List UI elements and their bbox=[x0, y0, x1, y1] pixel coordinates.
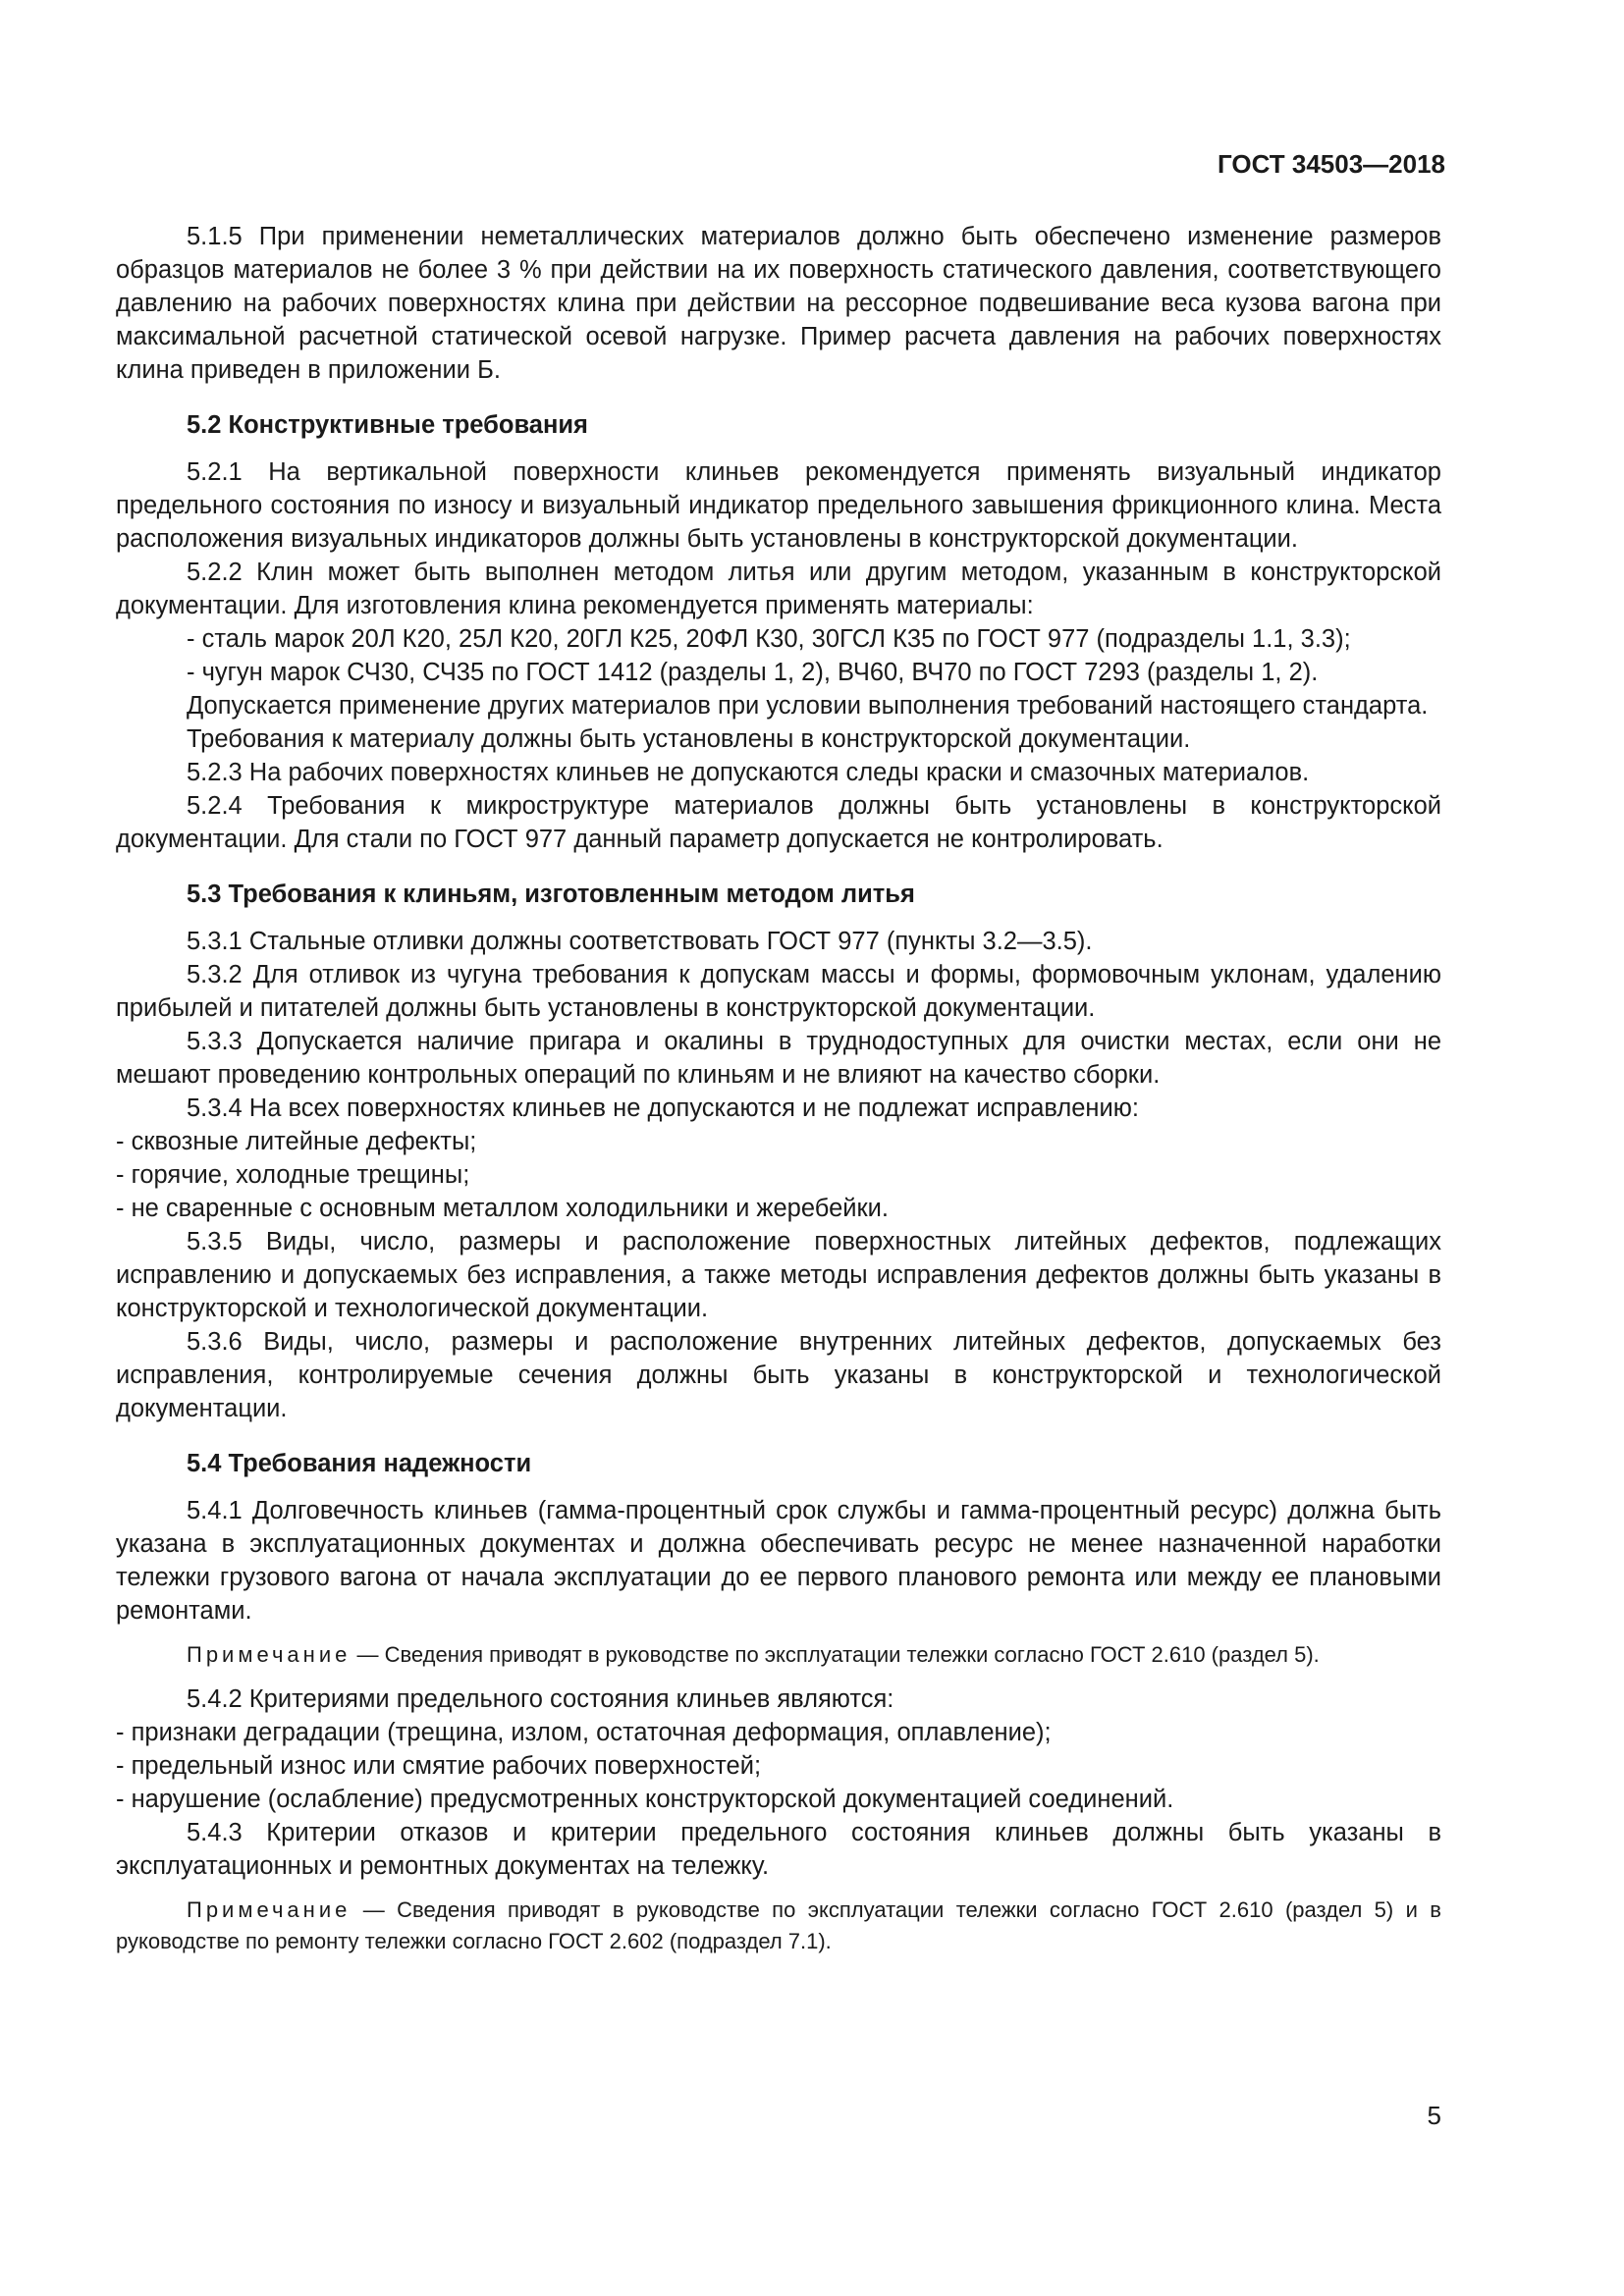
paragraph-5-2-2: 5.2.2 Клин может быть выполнен методом литья или другим методом, указанным в конструкторской документации. Для изготовления клина рекомендуется применять материалы: bbox=[116, 559, 1441, 619]
section-title-5-3: 5.3 Требования к клиньям, изготовленным методом литья bbox=[187, 881, 915, 908]
paragraph-5-3-2: 5.3.2 Для отливок из чугуна требования к допускам массы и формы, формовочным уклонам, удалению прибылей и питателей должны быть установлены в конструкторской документации. bbox=[116, 961, 1441, 1022]
list-item-criterion: - предельный износ или смятие рабочих поверхностей; bbox=[116, 1752, 762, 1780]
paragraph-5-1-5: 5.1.5 При применении неметаллических материалов должно быть обеспечено изменение размеров образцов материалов не более 3 % при действии на их поверхность статического давления, соответствующего давлению на рабочих поверхностях клина при действии на рессорное подвешивание веса кузова вагона при максимальной расчетной статической осевой нагрузке. Пример расчета давления на рабочих поверхностях клина приведен в приложении Б. bbox=[116, 223, 1441, 384]
list-item-defect: - не сваренные с основным металлом холодильники и жеребейки. bbox=[116, 1195, 889, 1222]
note-label: Примечание bbox=[187, 1897, 352, 1922]
note-text: — Сведения приводят в руководстве по эксплуатации тележки согласно ГОСТ 2.610 (раздел 5). bbox=[351, 1642, 1320, 1667]
list-item-steel: - сталь марок 20Л К20, 25Л К20, 20ГЛ К25, 20ФЛ К30, 30ГСЛ К35 по ГОСТ 977 (подразделы 1.1, 3.3); bbox=[187, 625, 1351, 653]
page-content bbox=[116, 220, 1441, 1969]
document-code: ГОСТ 34503—2018 bbox=[1218, 149, 1445, 179]
list-item-criterion: - нарушение (ослабление) предусмотренных конструкторской документацией соединений. bbox=[116, 1786, 1174, 1813]
paragraph-5-3-4: 5.3.4 На всех поверхностях клиньев не допускаются и не подлежат исправлению: bbox=[187, 1095, 1139, 1122]
list-item-cast-iron: - чугун марок СЧ30, СЧ35 по ГОСТ 1412 (разделы 1, 2), ВЧ60, ВЧ70 по ГОСТ 7293 (разделы 1, 2). bbox=[187, 659, 1319, 686]
paragraph-5-4-1: 5.4.1 Долговечность клиньев (гамма-процентный срок службы и гамма-процентный ресурс) должна быть указана в эксплуатационных документах и должна обеспечивать ресурс не менее назначенной наработки тележки грузового вагона от начала эксплуатации до ее первого планового ремонта или между ее плановыми ремонтами. bbox=[116, 1497, 1441, 1625]
paragraph-5-2-1: 5.2.1 На вертикальной поверхности клиньев рекомендуется применять визуальный индикатор предельного состояния по износу и визуальный индикатор предельного завышения фрикционного клина. Места расположения визуальных индикаторов должны быть установлены в конструкторской документации. bbox=[116, 458, 1441, 553]
section-title-5-4: 5.4 Требования надежности bbox=[187, 1450, 532, 1477]
section-title-5-2: 5.2 Конструктивные требования bbox=[187, 411, 588, 439]
paragraph-5-2-4: 5.2.4 Требования к микроструктуре материалов должны быть установлены в конструкторской документации. Для стали по ГОСТ 977 данный параметр допускается не контролировать. bbox=[116, 792, 1441, 853]
paragraph-5-3-1: 5.3.1 Стальные отливки должны соответствовать ГОСТ 977 (пункты 3.2—3.5). bbox=[187, 928, 1093, 955]
note-1 bbox=[116, 1639, 1441, 1671]
list-item-defect: - горячие, холодные трещины; bbox=[116, 1161, 470, 1189]
paragraph-5-4-3: 5.4.3 Критерии отказов и критерии предельного состояния клиньев должны быть указаны в эксплуатационных и ремонтных документах на тележку. bbox=[116, 1819, 1441, 1880]
paragraph-allow-materials: Допускается применение других материалов при условии выполнения требований настоящего стандарта. bbox=[187, 692, 1429, 720]
note-text: — Сведения приводят в руководстве по эксплуатации тележки согласно ГОСТ 2.610 (раздел 5) и в руководстве по ремонту тележки согласно ГОСТ 2.602 (подраздел 7.1). bbox=[116, 1897, 1441, 1953]
paragraph-5-3-6: 5.3.6 Виды, число, размеры и расположение внутренних литейных дефектов, допускаемых без исправления, контролируемые сечения должны быть указаны в конструкторской и технологической документации. bbox=[116, 1328, 1441, 1422]
list-item-defect: - сквозные литейные дефекты; bbox=[116, 1128, 477, 1155]
note-label: Примечание bbox=[187, 1642, 352, 1667]
paragraph-5-3-5: 5.3.5 Виды, число, размеры и расположение поверхностных литейных дефектов, подлежащих исправлению и допускаемых без исправления, а также методы исправления дефектов должны быть указаны в конструкторской и технологической документации. bbox=[116, 1228, 1441, 1322]
note-2 bbox=[116, 1895, 1441, 1957]
paragraph-5-3-3: 5.3.3 Допускается наличие пригара и окалины в труднодоступных для очистки местах, если они не мешают проведению контрольных операций по клиньям и не влияют на качество сборки. bbox=[116, 1028, 1441, 1089]
list-item-criterion: - признаки деградации (трещина, излом, остаточная деформация, оплавление); bbox=[116, 1719, 1052, 1746]
paragraph-5-2-3: 5.2.3 На рабочих поверхностях клиньев не допускаются следы краски и смазочных материалов. bbox=[187, 759, 1310, 786]
paragraph-material-req: Требования к материалу должны быть установлены в конструкторской документации. bbox=[187, 725, 1191, 753]
paragraph-5-4-2: 5.4.2 Критериями предельного состояния клиньев являются: bbox=[187, 1685, 894, 1713]
page-number: 5 bbox=[1427, 2101, 1441, 2130]
